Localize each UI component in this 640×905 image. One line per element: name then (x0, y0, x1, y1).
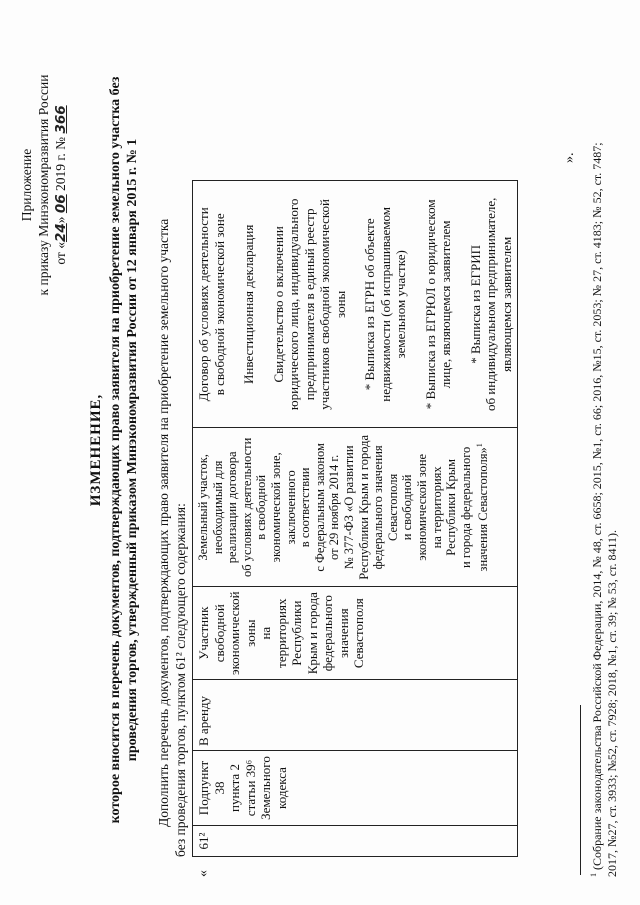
handwritten-day: 24 (53, 223, 69, 243)
cell-documents (193, 181, 518, 428)
appendix-header (18, 55, 70, 315)
footnote-line-1: $^1$ (Собрание законодательства Российской Федерации, 2014, № 48, ст. 6658; 2015, №1, ст. 66; 2016, №15, ст. 2053; № 27, ст. 4183; № 52, ст. 7487; (589, 142, 604, 877)
handwritten-month: 06 (53, 194, 69, 214)
table-row (193, 181, 518, 857)
cell-legal-basis: Подпункт 38 пункта 2 статьи 39⁶ Земельного кодекса (193, 751, 518, 826)
title-line-2: проведения торгов, утвержденный приказом Минэкономразвития России от 12 января 2015 г. № 1 (125, 138, 140, 762)
doc-investment-declaration: Инвестиционная декларация (241, 224, 256, 385)
footnote (586, 17, 620, 877)
cell-land-plot: Земельный участок, необходимый для реализации договора об условиях деятельности в свободной экономической зоне, заключенного в соответствии с Федеральным законом от 29 ноября 2014 г. № 377-ФЗ «О развитии Республики Крым и города федерального значения Севастополя и свободной экономической зоне на территориях Республики Крым и города федерального значения Севастополя»$^1$ (193, 428, 518, 587)
title-heading: ИЗМЕНЕНИЕ, (88, 393, 104, 507)
footnote-line-2: 2017, №27, ст. 3933; №52, ст. 7928; 2018, №1, ст. 39; № 53, ст. 8411). (605, 529, 619, 877)
cell-applicant: Участник свободной экономической зоны на территориях Республики Крым и города федерального значения Севастополя (193, 587, 518, 680)
intro-line-2: без проведения торгов, пунктом 61² следующего содержания: (173, 503, 188, 857)
appendix-date-line: от «24» 06 2019 г. № 366 (53, 105, 69, 265)
footnote-ref: 1 (475, 443, 485, 448)
cell-right-type: В аренду (193, 680, 518, 751)
land-last-line: значения Севастополя»$^1$ (475, 443, 491, 572)
handwritten-order-number: 366 (53, 105, 69, 134)
document-title (88, 65, 141, 835)
appendix-order-ref: к приказу Минэкономразвития России (36, 74, 51, 296)
documents-table (192, 180, 518, 857)
doc-egrip-extract: * Выписка из ЕГРИП об индивидуальном предпринимателе, являющемся заявителем (467, 197, 514, 412)
appendix-label: Приложение (19, 148, 34, 222)
cell-item-number: 61² (193, 826, 518, 857)
footnote-divider (580, 705, 581, 875)
open-quote: « (196, 870, 211, 877)
title-line-1: которое вносится в перечень документов, подтверждающих право заявителя на приобретение земельного участка без (108, 76, 123, 824)
intro-text (155, 77, 189, 857)
doc-certificate: Свидетельство о включении юридического лица, индивидуального предпринимателя в единый реестр участников свободной экономической зоны (270, 198, 348, 411)
doc-egrul-extract: * Выписка из ЕГРЮЛ о юридическом лице, являющемся заявителем (422, 199, 453, 410)
close-quote: ». (562, 152, 577, 163)
intro-line-1: Дополнить перечень документов, подтверждающих право заявителя на приобретение земельного участка (156, 218, 171, 827)
doc-contract: Договор об условиях деятельности в свободной экономической зоне (196, 207, 227, 402)
doc-egrn-extract: * Выписка из ЕГРН об объекте недвижимости (об испрашиваемом земельном участке) (362, 206, 408, 402)
